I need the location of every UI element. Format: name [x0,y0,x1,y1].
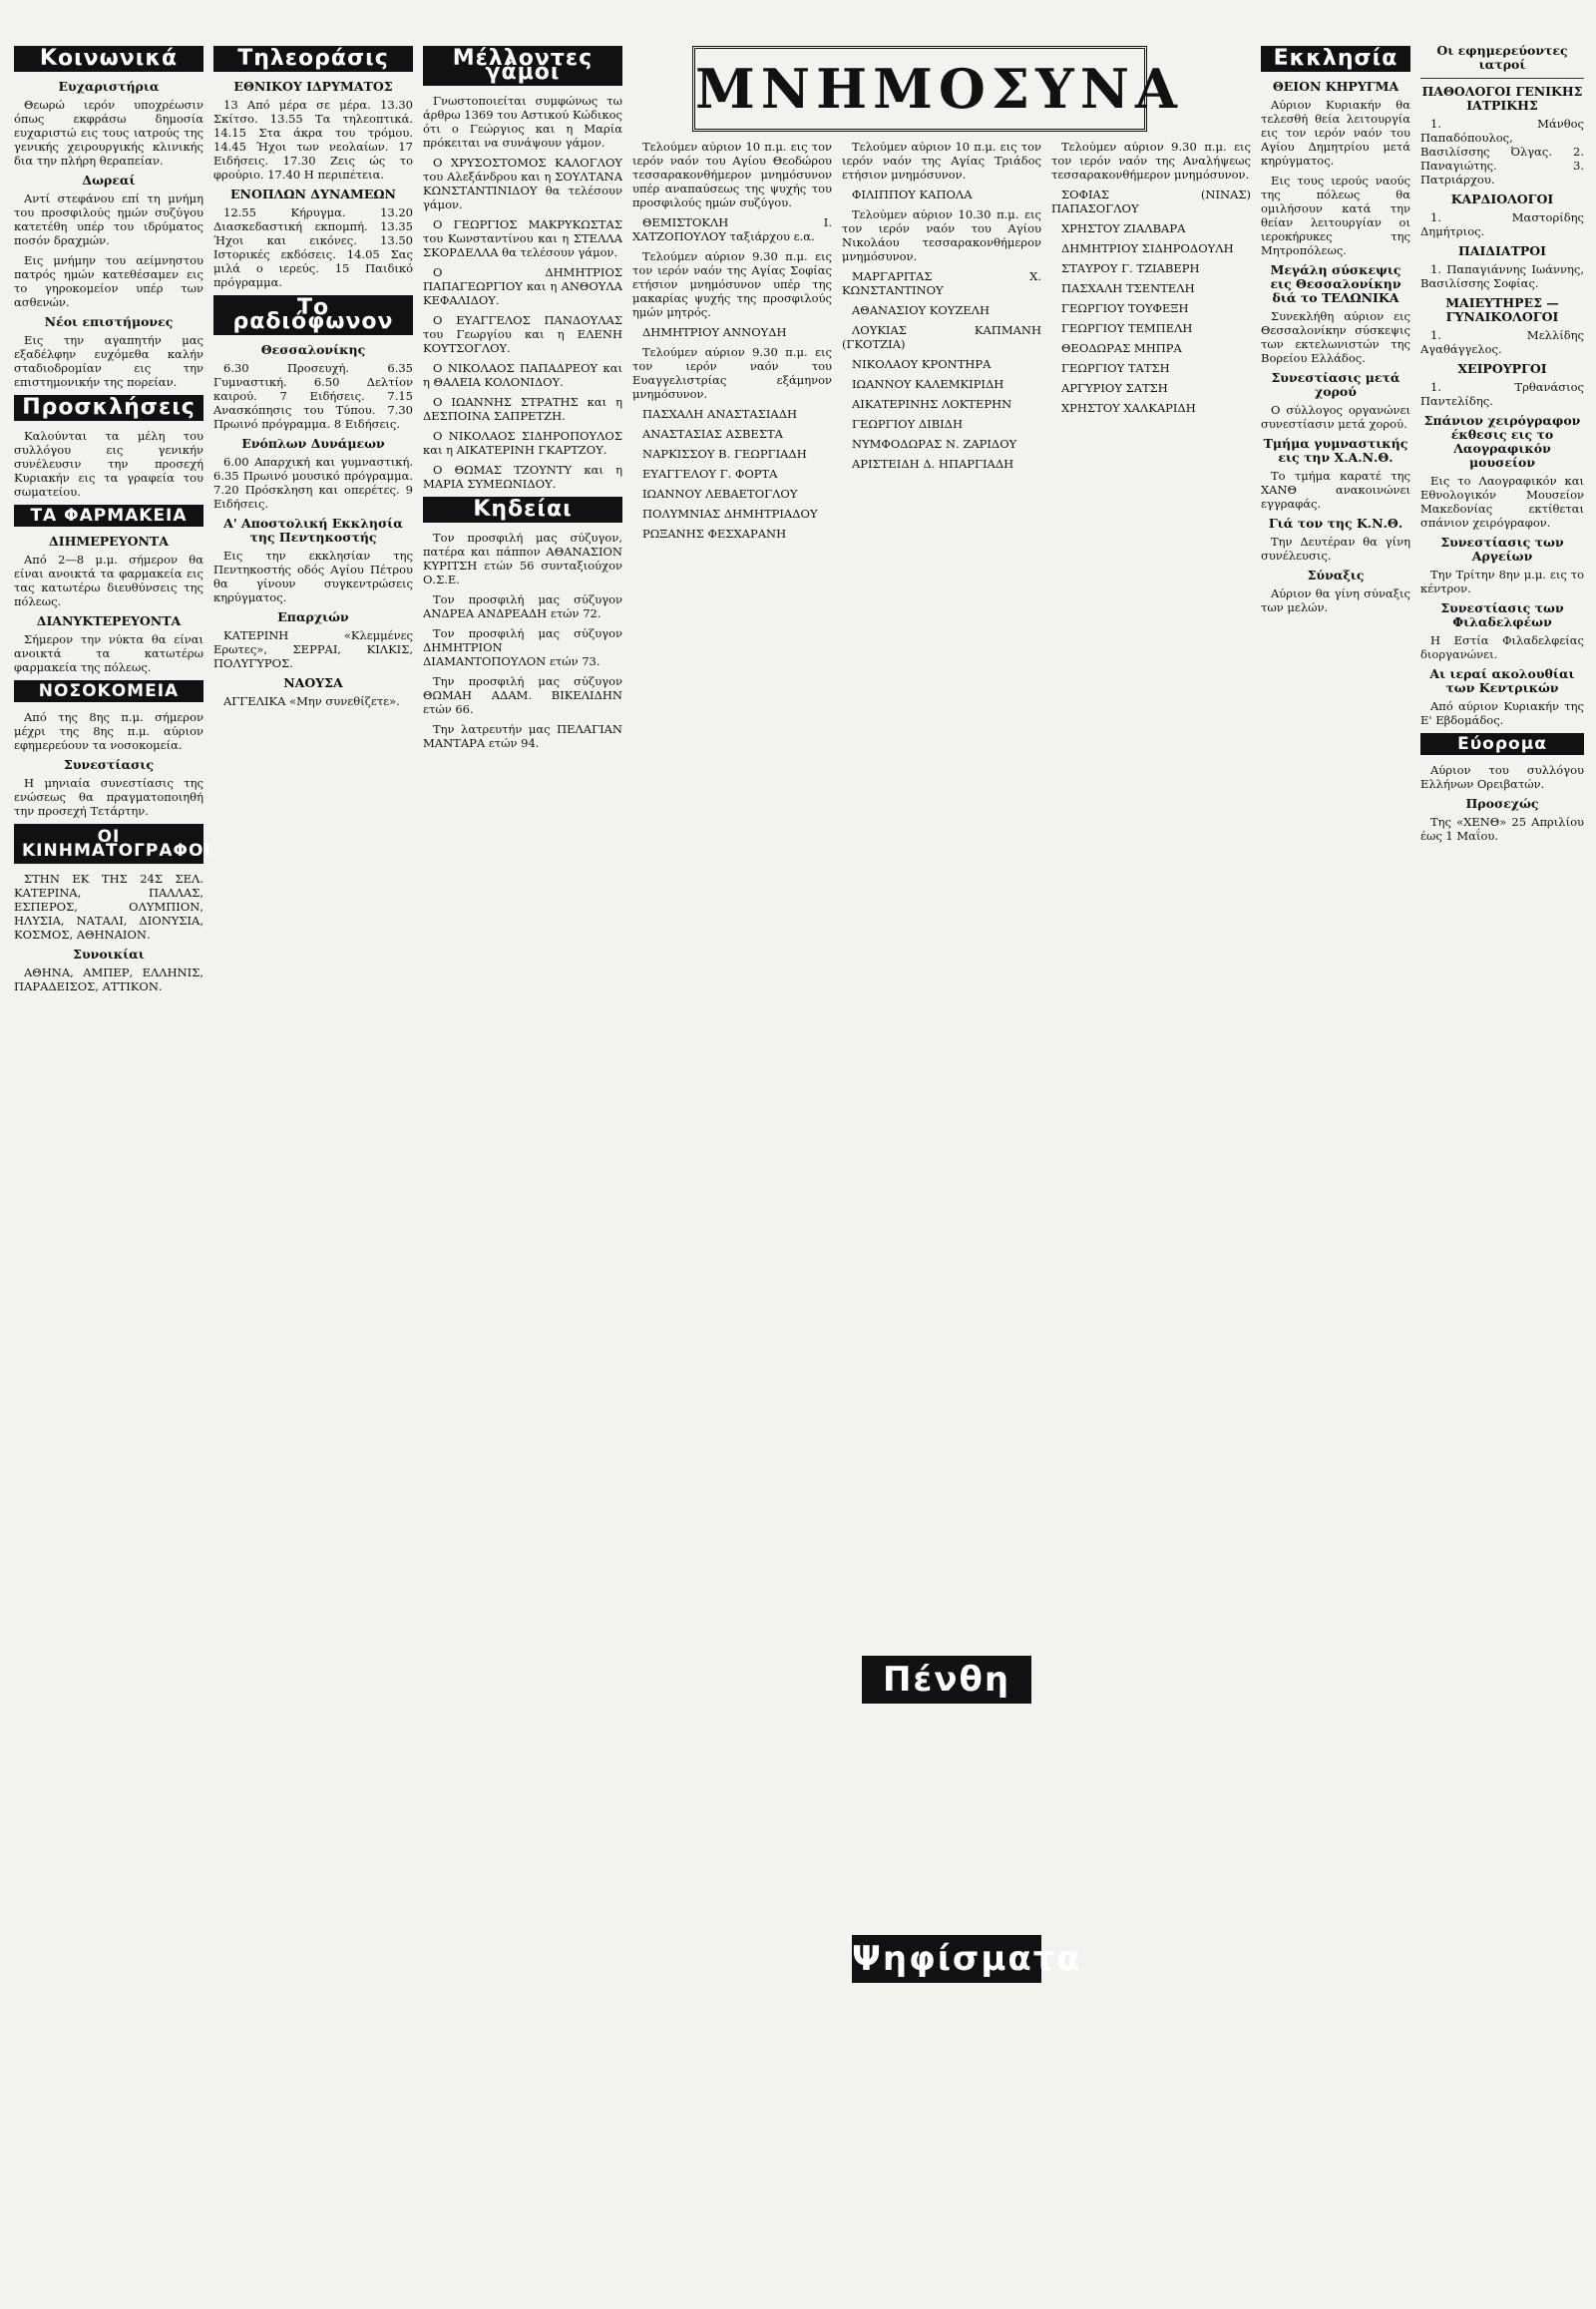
text-block: ΚΑΤΕΡΙΝΗ «Κλεμμένες Ερωτες», ΣΕΡΡΑΙ, ΚΙΛΚΙΣ, ΠΟΛΥΓΥΡΟΣ. [213,628,413,670]
subheading-thanks: Ευχαριστήρια [58,79,160,94]
text-block: ΕΥΑΓΓΕΛΟΥ Γ. ΦΟΡΤΑ [642,467,778,481]
text-block: Γνωστοποιείται συμφώνως τω άρθρω 1369 του Αστικού Κώδικος ότι ο Γεώργιος και η Μαρία πρόκειται να συνάψουν γάμον. [423,94,622,150]
radio-armed-forces: Ενόπλων Δυνάμεων [241,436,385,451]
text-block: Αντί στεφάνου επί τη μνήμη του προσφιλούς ημών συζύγου κατετέθη υπέρ του ιδρύματος ποσόν δραχμών. [14,192,203,247]
text-block: ΑΙΚΑΤΕΡΙΝΗΣ ΛΟΚΤΕΡΗΝ [852,397,1012,411]
text-block: Η μηνιαία συνεστίασις της ενώσεως θα πραγματοποιηθή την προσεχή Τετάρτην. [14,776,203,818]
text-block: Εις τους ιερούς ναούς της πόλεως θα ομιλήσουν κατά την θείαν λειτουργίαν οι ιεροκήρυκες της Μητροπόλεως. [1261,174,1410,257]
text-block: ΑΝΑΣΤΑΣΙΑΣ ΑΣΒΕΣΤΑ [642,427,783,441]
text-block: ΑΓΓΕΛΙΚΑ «Μην συνεθίζετε». [223,694,400,708]
text-block: Θεωρώ ιερόν υποχρέωσιν όπως εκφράσω δημοσία ευχαριστώ εις τους ιατρούς της γενικής χειρουργικής κλινικής δια την πλήρη θεραπείαν. [14,98,203,168]
text-block: ΠΟΛΥΜΝΙΑΣ ΔΗΜΗΤΡΙΑΔΟΥ [642,507,818,521]
text-block: Εις μνήμην του αείμνηστου πατρός ημών κατεθέσαμεν εις το γηροκομείον υπέρ των ασθενών. [14,253,203,309]
divider [1420,78,1584,79]
text-block: 1. Μάνθος Παπαδόπουλος, Βασιλίσσης Όλγας. 2. Παναγιώτης. 3. Πατριάρχου. [1420,117,1584,187]
subheading-graduates: Νέοι επιστήμονες [44,314,174,329]
text-block: ΝΑΡΚΙΣΣΟΥ Β. ΓΕΩΡΓΙΑΔΗ [642,447,807,461]
column-memorials-1 [632,140,832,547]
dinner-heading: Συνεστίασις μετά χορού [1271,370,1400,399]
text-block: ΣΟΦΙΑΣ (ΝΙΝΑΣ) ΠΑΠΑΣΟΓΛΟΥ [1051,188,1251,215]
argives-dinner-heading: Συνεστίασις των Αργείων [1440,535,1564,564]
text-block: Εις την εκκλησίαν της Πεντηκοστής οδός Αγίου Πέτρου θα γίνουν συγκεντρώσεις κηρύγματος. [213,549,413,604]
section-television: Τηλεοράσις [213,46,413,72]
section-events: Εύορομα [1420,733,1584,755]
cinema-provinces: Επαρχιών [277,609,349,624]
text-block: ΔΗΜΗΤΡΙΟΥ ΣΙΔΗΡΟΔΟΥΛΗ [1061,241,1234,255]
section-cinemas: ΟΙ ΚΙΝΗΜΑΤΟΓΡΑΦΟΙ [14,824,203,864]
subheading-dinner: Συνεστίασις [64,757,154,772]
subheading-donations: Δωρεαί [82,173,136,188]
pathologists-heading: ΠΑΘΟΛΟΓΟΙ ΓΕΝΙΚΗΣ ΙΑΤΡΙΚΗΣ [1421,84,1583,113]
section-funerals: Κηδείαι [423,497,622,523]
surgeons-heading: ΧΕΙΡΟΥΡΓΟΙ [1457,361,1547,376]
section-resolutions: Ψηφίσματα [852,1935,1041,1983]
text-block: Αύριον του συλλόγου Ελλήνων Ορειβατών. [1420,763,1584,791]
text-block: ΣΤΗΝ ΕΚ ΤΗΣ 24Σ ΣΕΛ. ΚΑΤΕΡΙΝΑ, ΠΑΛΛΑΣ, ΕΣΠΕΡΟΣ, ΟΛΥΜΠΙΟΝ, ΗΛΥΣΙΑ, ΝΑΤΑΛΙ, ΔΙΟΝΥΣΙΑ, ΚΟΣΜΟΣ, ΑΘΗΝΑΙΟΝ. [14,872,203,942]
text-block: ΝΙΚΟΛΑΟΥ ΚΡΟΝΤΗΡΑ [852,357,992,371]
upcoming-heading: Προσεχώς [1465,796,1539,811]
text-block: Τελούμεν αύριον 10 π.μ. εις τον ιερόν ναόν της Αγίας Τριάδος ετήσιον μνημόσυνον. [842,140,1041,182]
text-block: ΑΡΓΥΡΙΟΥ ΣΑΤΣΗ [1061,381,1168,395]
text-block: Της «ΧΕΝΘ» 25 Απριλίου έως 1 Μαΐου. [1420,815,1584,843]
doctors-heading: Οι εφημερεύοντες ιατροί [1436,43,1568,72]
text-block: 6.30 Προσευχή. 6.35 Γυμναστική. 6.50 Δελτίον καιρού. 7 Ειδήσεις. 7.15 Ανασκόπησις του Τύπου. 7.30 Πρωινό πρόγραμμα. 8 Ειδήσεις. [213,361,413,431]
manuscript-heading: Σπάνιον χειρόγραφον έκθεσις εις το Λαογραφικόν μουσείον [1423,413,1581,470]
text-block: ΦΙΛΙΠΠΟΥ ΚΑΠΟΛΑ [852,188,973,201]
text-block: Το τμήμα καρατέ της ΧΑΝΘ ανακοινώνει εγγραφάς. [1261,469,1410,511]
philadelphians-dinner-heading: Συνεστίασις των Φιλαδελφέων [1440,600,1564,629]
text-block: 1. Τρθανάσιος Παντελίδης. [1420,380,1584,408]
tv-channel-enopl: ΕΝΟΠΛΩΝ ΔΥΝΑΜΕΩΝ [230,187,396,201]
column-social [14,40,211,999]
text-block: 13 Από μέρα σε μέρα. 13.30 Σκίτσο. 13.55 Τα τηλεοπτικά. 14.15 Στα άκρα του τρόμου. 14.45 Ήχοι των νεολαίων. 17 Ειδήσεις. 17.30 Ζεις ώς το φρούριο. 17.40 Η περιπέτεια. [213,98,413,182]
text-block: Ο ΙΩΑΝΝΗΣ ΣΤΡΑΤΗΣ και η ΔΕΣΠΟΙΝΑ ΣΑΠΡΕΤΖΗ. [423,395,622,423]
cinema-naousa: ΝΑΟΥΣΑ [283,675,343,690]
text-block: Ο ΧΡΥΣΟΣΤΟΜΟΣ ΚΑΛΟΓΛΟΥ του Αλεξάνδρου και η ΣΟΥΛΤΑΝΑ ΚΩΝΣΤΑΝΤΙΝΙΔΟΥ θα τελέσουν γάμον. [423,156,622,211]
text-block: 1. Μελλίδης Αγαθάγγελος. [1420,328,1584,356]
radio-thessaloniki: Θεσσαλονίκης [260,342,366,357]
text-block: ΙΩΑΝΝΟΥ ΛΕΒΑΕΤΟΓΛΟΥ [642,487,798,501]
section-pharmacies: ΤΑ ΦΑΡΜΑΚΕΙΑ [14,505,203,527]
text-block: Την λατρευτήν μας ΠΕΛΑΓΙΑΝ ΜΑΝΤΑΡΑ ετών 94. [423,722,622,750]
kno-heading: Γιά τον της Κ.Ν.Θ. [1268,516,1403,531]
text-block: Τελούμεν αύριον 10 π.μ. εις τον ιερόν ναόν του Αγίου Θεοδώρου τεσσαρακονθήμερον μνημόσυνον υπέρ αναπαύσεως της ψυχής του προσφιλούς ημών συζύγου. [632,140,832,209]
text-block: Από αύριον Κυριακήν της Ε' Εβδομάδος. [1420,699,1584,727]
pharmacies-night: ΔΙΑΝΥΚΤΕΡΕΥΟΝΤΑ [36,613,182,628]
text-block: Τον προσφιλή μας σύζυγον ΔΗΜΗΤΡΙΟΝ ΔΙΑΜΑΝΤΟΠΟΥΛΟΝ ετών 73. [423,626,622,668]
text-block: Συνεκλήθη αύριον εις Θεσσαλονίκην σύσκεψις των εκτελωνιστών της Βορείου Ελλάδος. [1261,309,1410,365]
text-block: ΙΩΑΝΝΟΥ ΚΑΛΕΜΚΙΡΙΔΗ [852,377,1004,391]
section-church: Εκκλησία [1261,46,1410,72]
text-block: Εις το Λαογραφικόν και Εθνολογικόν Μουσείον Μακεδονίας εκτίθεται σπάνιον χειρόγραφον. [1420,474,1584,530]
obstetricians-heading: ΜΑΙΕΥΤΗΡΕΣ — ΓΥΝΑΙΚΟΛΟΓΟΙ [1445,295,1559,324]
page-title: ΜΝΗΜΟΣΥΝΑ [692,46,1147,132]
text-block: ΛΟΥΚΙΑΣ ΚΑΠΜΑΝΗ (ΓΚΟΤΖΙΑ) [842,323,1041,351]
text-block: ΓΕΩΡΓΙΟΥ ΔΙΒΙΔΗ [852,417,964,431]
text-block: ΘΕΜΙΣΤΟΚΛΗ Ι. ΧΑΤΖΟΠΟΥΛΟΥ ταξιάρχου ε.α. [632,215,832,243]
text-block: Εις την αγαπητήν μας εξαδέλφην ευχόμεθα καλήν σταδιοδρομίαν εις την επιστημονικήν της πορείαν. [14,333,203,389]
text-block: ΜΑΡΓΑΡΙΤΑΣ Χ. ΚΩΝΣΤΑΝΤΙΝΟΥ [842,269,1041,297]
section-weddings: Μέλλοντες γάμοι [423,46,622,86]
text-block: Ο σύλλογος οργανώνει συνεστίασιν μετά χορού. [1261,403,1410,431]
text-block: ΧΡΗΣΤΟΥ ΖΙΑΛΒΑΡΑ [1061,221,1186,235]
text-block: Ο ΓΕΩΡΓΙΟΣ ΜΑΚΡΥΚΩΣΤΑΣ του Κωνσταντίνου και η ΣΤΕΛΛΑ ΣΚΟΡΔΕΛΛΑ θα τελέσουν γάμον. [423,217,622,259]
pediatricians-heading: ΠΑΙΔΙΑΤΡΟΙ [1457,243,1547,258]
text-block: Την Τρίτην 8ην μ.μ. εις το κέντρον. [1420,568,1584,595]
text-block: 1. Μαστορίδης Δημήτριος. [1420,210,1584,238]
section-radio: Το ραδιόφωνον [213,295,413,335]
text-block: Τελούμεν αύριον 10.30 π.μ. εις τον ιερόν ναόν του Αγίου Νικολάου τεσσαρακονθήμερον μνημόσυνον. [842,207,1041,263]
text-block: Τελούμεν αύριον 9.30 π.μ. εις τον ιερόν ναόν του Ευαγγελιστρίας εξάμηνον μνημόσυνον. [632,345,832,401]
text-block: ΘΕΟΔΩΡΑΣ ΜΗΠΡΑ [1061,341,1182,355]
section-hospitals: ΝΟΣΟΚΟΜΕΙΑ [14,680,203,702]
text-block: Τον προσφιλή μας σύζυγον ΑΝΔΡΕΑ ΑΝΔΡΕΑΔΗ ετών 72. [423,592,622,620]
pharmacies-day: ΔΙΗΜΕΡΕΥΟΝΤΑ [49,534,169,549]
text-block: ΑΘΑΝΑΣΙΟΥ ΚΟΥΖΕΛΗ [852,303,991,317]
section-mourning: Πένθη [862,1656,1031,1704]
gym-heading: Τμήμα γυμναστικής εις την Χ.Α.Ν.Θ. [1263,436,1408,465]
tv-channel-eidr: ΕΘΝΙΚΟΥ ΙΔΡΥΜΑΤΟΣ [233,79,393,94]
text-block: Την προσφιλή μας σύζυγον ΘΩΜΑΗ ΑΔΑΜ. ΒΙΚΕΛΙΔΗΝ ετών 66. [423,674,622,716]
column-doctors [1420,40,1584,849]
text-block: 1. Παπαγιάννης Ιωάννης, Βασιλίσσης Σοφίας. [1420,262,1584,290]
text-block: ΑΡΙΣΤΕΙΔΗ Δ. ΗΠΑΡΓΙΑΔΗ [852,457,1014,471]
section-invitations: Προσκλήσεις [14,395,203,421]
text-block: Τελούμεν αύριον 9.30 π.μ. εις τον ιερόν ναόν της Αναλήψεως τεσσαρακονθήμερον μνημόσυνον. [1051,140,1251,182]
text-block: ΓΕΩΡΓΙΟΥ ΤΟΥΦΕΞΗ [1061,301,1189,315]
section-social: Κοινωνικά [14,46,203,72]
cardiologists-heading: ΚΑΡΔΙΟΛΟΓΟΙ [1450,192,1554,206]
text-block: ΠΑΣΧΑΛΗ ΤΣΕΝΤΕΛΗ [1061,281,1195,295]
text-block: Την Δευτέραν θα γίνη συνέλευσις. [1261,535,1410,563]
services-heading: Αι ιεραί ακολουθίαι των Κεντρικών [1429,666,1575,695]
meeting-heading: Μεγάλη σύσκεψις εις Θεσσαλονίκην διά το ΤΕΛΩΝΙΚΑ [1270,262,1401,305]
text-block: ΣΤΑΥΡΟΥ Γ. ΤΖΙΑΒΕΡΗ [1061,261,1200,275]
text-block: Σήμερον την νύκτα θα είναι ανοικτά τα κατωτέρω φαρμακεία της πόλεως. [14,632,203,674]
text-block: 6.00 Απαρχική και γυμναστική. 6.35 Πρωινό μουσικό πρόγραμμα. 7.20 Πρόσκληση και οπερέτες. 9 Ειδήσεις. [213,455,413,511]
text-block: ΧΡΗΣΤΟΥ ΧΑΛΚΑΡΙΔΗ [1061,401,1196,415]
church-pentecost: Α' Αποστολική Εκκλησία της Πεντηκοστής [223,516,403,545]
subheading-neighborhoods: Συνοικίαι [73,947,145,962]
text-block: ΠΑΣΧΑΛΗ ΑΝΑΣΤΑΣΙΑΔΗ [642,407,798,421]
text-block: Αύριον Κυριακήν θα τελεσθή θεία λειτουργία εις τον ιερόν ναόν του Αγίου Δημητρίου μετά κηρύγματος. [1261,98,1410,168]
text-block: ΔΗΜΗΤΡΙΟΥ ΑΝΝΟΥΔΗ [642,325,787,339]
column-weddings [423,40,622,756]
text-block: Ο ΝΙΚΟΛΑΟΣ ΠΑΠΑΔΡΕΟΥ και η ΘΑΛΕΙΑ ΚΟΛΟΝΙΔΟΥ. [423,361,622,389]
text-block: Από της 8ης π.μ. σήμερον μέχρι της 8ης π.μ. αύριον εφημερεύουν τα νοσοκομεία. [14,710,203,752]
text-block: Καλούνται τα μέλη του συλλόγου εις γενικήν συνέλευσιν την προσεχή Κυριακήν εις τα γραφεία του σωματείου. [14,429,203,499]
text-block: Ο ΔΗΜΗΤΡΙΟΣ ΠΑΠΑΓΕΩΡΓΙΟΥ και η ΑΝΘΟΥΛΑ ΚΕΦΑΛΙΔΟΥ. [423,265,622,307]
column-memorials-3 [1051,140,1251,421]
text-block: Ο ΝΙΚΟΛΑΟΣ ΣΙΔΗΡΟΠΟΥΛΟΣ και η ΑΙΚΑΤΕΡΙΝΗ ΓΚΑΡΤΖΟΥ. [423,429,622,457]
gathering-heading: Σύναξις [1307,568,1365,582]
text-block: 12.55 Κήρυγμα. 13.20 Διασκεδαστική εκπομπή. 13.35 Ήχοι και εικόνες. 13.50 Ιστορικές εκδόσεις. 14.05 Σας μιλά ο ιερεύς. 15 Παιδικό πρόγραμμα. [213,205,413,289]
text-block: Ο ΘΩΜΑΣ ΤΖΟΥΝΤΥ και η ΜΑΡΙΑ ΣΥΜΕΩΝΙΔΟΥ. [423,463,622,491]
text-block: Από 2—8 μ.μ. σήμερον θα είναι ανοικτά τα φαρμακεία εις τας κατωτέρω διευθύνσεις της πόλεως. [14,553,203,608]
text-block: ΑΘΗΝΑ, ΑΜΠΕΡ, ΕΛΛΗΝΙΣ, ΠΑΡΑΔΕΙΣΟΣ, ΑΤΤΙΚΟΝ. [14,965,203,993]
column-tv [213,40,413,714]
sermon-heading: ΘΕΙΟΝ ΚΗΡΥΓΜΑ [1272,79,1399,94]
text-block: ΡΩΞΑΝΗΣ ΦΕΣΧΑΡΑΝΗ [642,527,787,541]
text-block: Ο ΕΥΑΓΓΕΛΟΣ ΠΑΝΔΟΥΛΑΣ του Γεωργίου και η ΕΛΕΝΗ ΚΟΥΤΣΟΓΛΟΥ. [423,313,622,355]
column-church [1261,40,1410,620]
text-block: Η Εστία Φιλαδελφείας διοργανώνει. [1420,633,1584,661]
text-block: ΓΕΩΡΓΙΟΥ ΤΕΜΠΕΛΗ [1061,321,1193,335]
text-block: Τον προσφιλή μας σύζυγον, πατέρα και πάππον ΑΘΑΝΑΣΙΟΝ ΚΥΡΙΤΣΗ ετών 56 συνταξιούχον Ο.Σ.Ε. [423,531,622,586]
text-block: Τελούμεν αύριον 9.30 π.μ. εις τον ιερόν ναόν της Αγίας Σοφίας ετήσιον μνημόσυνον υπέρ της μακαρίας ψυχής της προσφιλούς ημών μητρός. [632,249,832,319]
column-memorials-2 [842,140,1041,477]
text-block: ΝΥΜΦΟΔΩΡΑΣ Ν. ΖΑΡΙΔΟΥ [852,437,1017,451]
text-block: ΓΕΩΡΓΙΟΥ ΤΑΤΣΗ [1061,361,1170,375]
text-block: Αύριον θα γίνη σύναξις των μελών. [1261,586,1410,614]
